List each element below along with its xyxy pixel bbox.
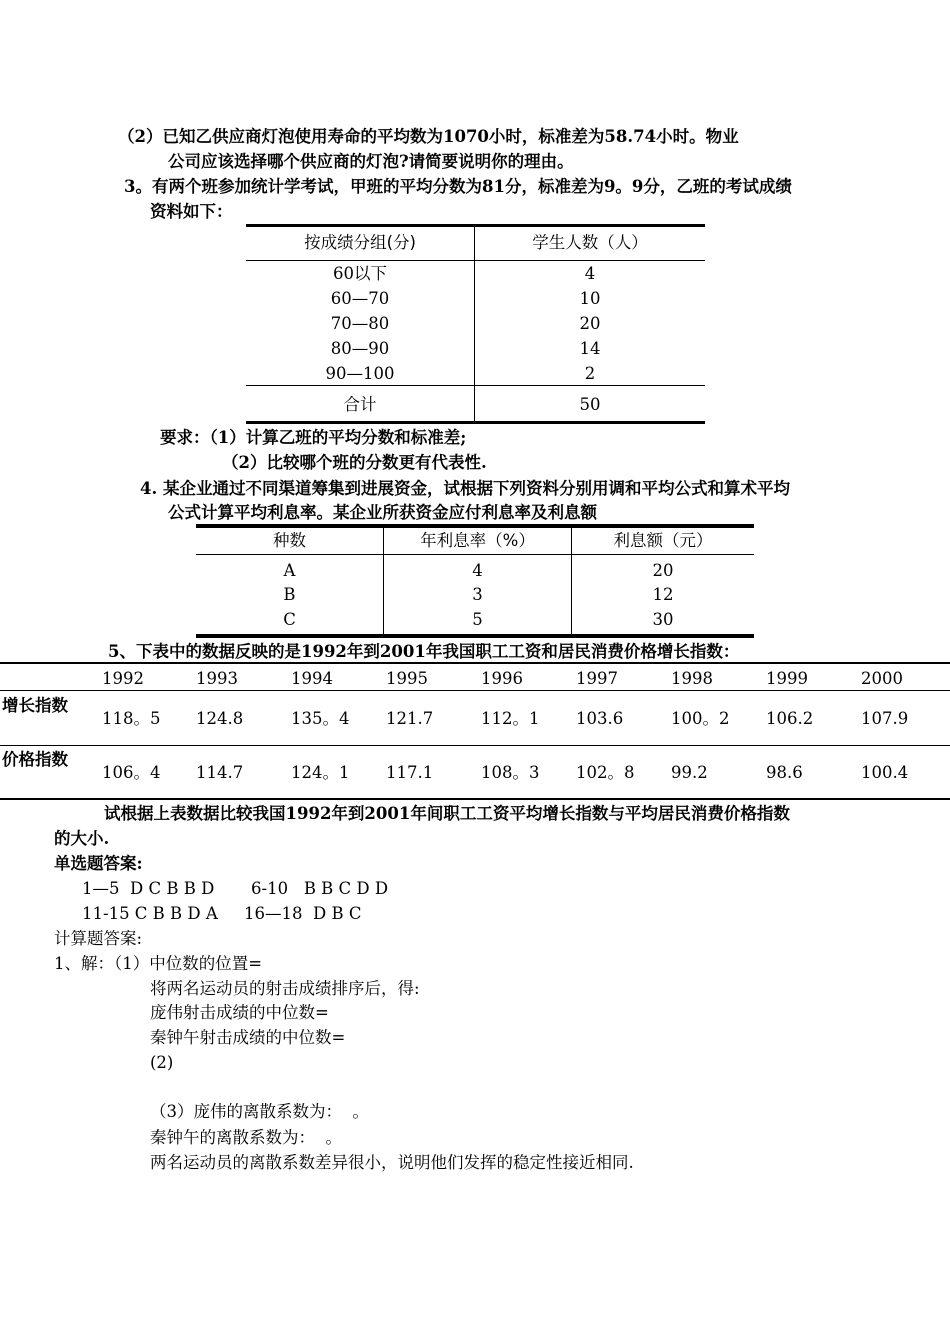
table-rule-header (246, 260, 705, 261)
q2-line1: （2）已知乙供应商灯泡使用寿命的平均数为1070小时，标准差为58.74小时。物业 (118, 127, 739, 146)
table-cell: 99.2 (671, 763, 708, 782)
table-cell: 3 (472, 585, 483, 604)
solution-line: 将两名运动员的射击成绩排序后，得: (150, 979, 420, 998)
table-rule-middle (0, 745, 950, 746)
solution-line: 庞伟射击成绩的中位数= (150, 1003, 329, 1022)
q3-requirement-2: （2）比较哪个班的分数更有代表性. (222, 453, 487, 472)
calculation-title: 计算题答案: (54, 929, 143, 948)
table-cell: 121.7 (386, 709, 434, 728)
interest-table (196, 524, 754, 638)
table-cell: 118。5 (102, 709, 161, 728)
year-cell: 1993 (196, 669, 238, 688)
table-cell: 2 (584, 364, 596, 383)
q4-line2: 公式计算平均利息率。某企业所获资金应付利息率及利息额 (168, 503, 597, 522)
table-cell: 4 (472, 561, 483, 580)
table-cell: 106。4 (102, 763, 161, 782)
q2-line2: 公司应该选择哪个供应商的灯泡?请简要说明你的理由。 (168, 152, 574, 171)
table-header: 学生人数（人） (532, 233, 648, 252)
year-cell: 1998 (671, 669, 713, 688)
table-cell: 117.1 (386, 763, 434, 782)
year-cell: 1995 (386, 669, 428, 688)
q3-line1: 3。有两个班参加统计学考试，甲班的平均分数为81分，标准差为9。9分，乙班的考试成绩 (124, 177, 792, 196)
table-header: 年利息率（%） (420, 531, 535, 550)
growth-row-label: 增长指数 (2, 696, 68, 715)
table-total-value: 50 (579, 395, 601, 414)
table-cell: 60—70 (330, 289, 390, 308)
table-rule-bottom (0, 798, 950, 800)
index-table (0, 662, 950, 802)
table-rule-top (246, 224, 705, 227)
q5-line1: 5、下表中的数据反映的是1992年到2001年我国职工工资和居民消费价格增长指数： (108, 642, 740, 661)
table-rule-total (246, 385, 705, 386)
single-choice-answers-1: 1—5 D C B B D 6-10 B B C D D (82, 879, 389, 898)
solution-line: 秦钟午射击成绩的中位数= (150, 1028, 346, 1047)
table-cell: 20 (579, 314, 601, 333)
table-rule-bottom (246, 421, 705, 424)
table-cell: 10 (579, 289, 601, 308)
table-rule-header (0, 690, 950, 691)
table-rule-top (196, 524, 754, 528)
year-cell: 1992 (102, 669, 144, 688)
solution-line: (2) (150, 1053, 174, 1072)
year-cell: 1999 (766, 669, 808, 688)
table-cell: 107.9 (861, 709, 909, 728)
table-rule-bottom (196, 634, 754, 638)
table-cell: C (283, 610, 296, 629)
year-cell: 1996 (481, 669, 523, 688)
table-cell: 14 (579, 339, 601, 358)
year-cell: 1994 (291, 669, 333, 688)
year-cell: 2000 (861, 669, 903, 688)
table-cell: 135。4 (291, 709, 350, 728)
solution-line: 两名运动员的离散系数差异很小，说明他们发挥的稳定性接近相同. (150, 1153, 634, 1172)
q4-line1: 4. 某企业通过不同渠道筹集到进展资金，试根据下列资料分别用调和平均公式和算术平均 (140, 479, 790, 498)
table-cell: A (283, 561, 296, 580)
table-cell: 90—100 (325, 364, 395, 383)
table-cell: 100.4 (861, 763, 909, 782)
table-cell: 80—90 (330, 339, 390, 358)
q5-tail-line1: 试根据上表数据比较我国1992年到2001年间职工工资平均增长指数与平均居民消费价格指数 (104, 804, 790, 823)
table-header: 种数 (273, 531, 306, 550)
table-cell: 30 (652, 610, 674, 629)
table-cell: B (283, 585, 296, 604)
table-cell: 108。3 (481, 763, 540, 782)
table-cell: 5 (472, 610, 483, 629)
table-cell: 60以下 (333, 264, 387, 283)
solution-line: （3）庞伟的离散系数为： 。 (150, 1102, 369, 1121)
table-rule-header (196, 554, 754, 555)
table-cell: 106.2 (766, 709, 814, 728)
single-choice-answers-2: 11-15 C B B D A 16—18 D B C (82, 904, 362, 923)
q3-requirement-1: 要求：（1）计算乙班的平均分数和标准差; (160, 428, 467, 447)
table-cell: 100。2 (671, 709, 730, 728)
table-cell: 103.6 (576, 709, 624, 728)
single-choice-title: 单选题答案: (54, 854, 143, 873)
table-cell: 4 (584, 264, 596, 283)
solution-line: 秦钟午的离散系数为： 。 (150, 1128, 342, 1147)
table-cell: 20 (652, 561, 674, 580)
table-cell: 102。8 (576, 763, 635, 782)
table-header: 按成绩分组(分) (304, 233, 416, 252)
table-cell: 98.6 (766, 763, 803, 782)
solution-line: 1、解：（1）中位数的位置= (54, 954, 263, 973)
table-total-label: 合计 (343, 395, 377, 414)
q5-tail-line2: 的大小. (54, 829, 110, 848)
table-cell: 12 (652, 585, 674, 604)
table-cell: 112。1 (481, 709, 540, 728)
table-header: 利息额（元） (613, 531, 713, 550)
table-cell: 124。1 (291, 763, 350, 782)
table-cell: 114.7 (196, 763, 244, 782)
q3-line2: 资料如下： (150, 202, 233, 221)
price-row-label: 价格指数 (2, 750, 68, 769)
table-cell: 70—80 (330, 314, 390, 333)
table-rule-top (0, 662, 950, 664)
year-cell: 1997 (576, 669, 618, 688)
grade-table (246, 224, 705, 424)
table-cell: 124.8 (196, 709, 244, 728)
